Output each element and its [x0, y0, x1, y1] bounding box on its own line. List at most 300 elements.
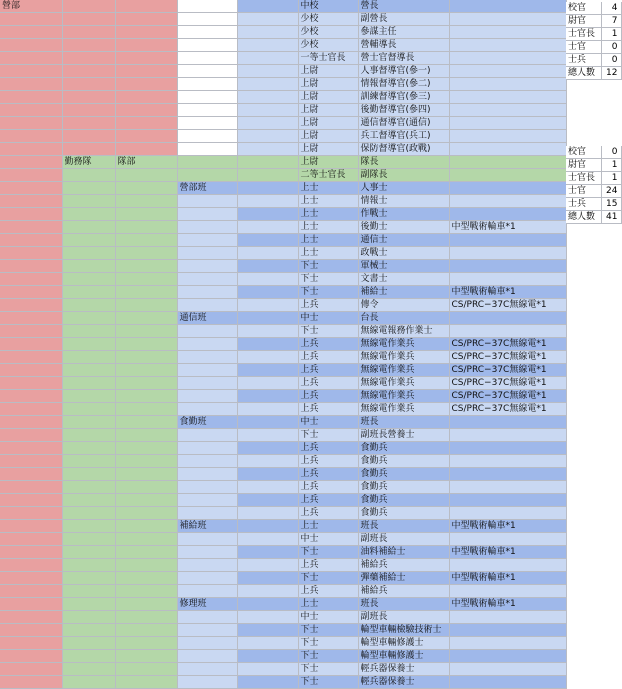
group-cell[interactable] [115, 0, 177, 13]
subunit-cell[interactable] [177, 468, 237, 481]
title-cell[interactable]: 無線電作業兵 [358, 351, 449, 364]
group-cell[interactable] [115, 13, 177, 26]
team-cell[interactable] [62, 442, 115, 455]
title-cell[interactable]: 無線電報務作業士 [358, 325, 449, 338]
subunit-cell[interactable] [177, 78, 237, 91]
spacer-cell[interactable] [237, 494, 298, 507]
title-cell[interactable]: 無線電作業兵 [358, 390, 449, 403]
unit-cell[interactable] [0, 611, 62, 624]
group-cell[interactable] [115, 104, 177, 117]
rank-cell[interactable]: 上士 [298, 182, 358, 195]
rank-cell[interactable]: 二等士官長 [298, 169, 358, 182]
group-cell[interactable] [115, 507, 177, 520]
title-cell[interactable]: 補給士 [358, 286, 449, 299]
team-cell[interactable] [62, 364, 115, 377]
spacer-cell[interactable] [237, 221, 298, 234]
title-cell[interactable]: 軍械士 [358, 260, 449, 273]
group-cell[interactable] [115, 455, 177, 468]
title-cell[interactable]: 班長 [358, 598, 449, 611]
title-cell[interactable]: 人事士 [358, 182, 449, 195]
group-cell[interactable] [115, 312, 177, 325]
equipment-cell[interactable] [449, 65, 566, 78]
team-cell[interactable] [62, 663, 115, 676]
spacer-cell[interactable] [237, 338, 298, 351]
subunit-cell[interactable] [177, 611, 237, 624]
team-cell[interactable] [62, 13, 115, 26]
title-cell[interactable]: 油料補給士 [358, 546, 449, 559]
team-cell[interactable] [62, 598, 115, 611]
unit-cell[interactable] [0, 650, 62, 663]
subunit-cell[interactable] [177, 481, 237, 494]
team-cell[interactable] [62, 377, 115, 390]
unit-cell[interactable] [0, 585, 62, 598]
subunit-cell[interactable] [177, 247, 237, 260]
subunit-cell[interactable] [177, 104, 237, 117]
unit-cell[interactable] [0, 325, 62, 338]
unit-cell[interactable] [0, 130, 62, 143]
rank-cell[interactable]: 少校 [298, 26, 358, 39]
rank-cell[interactable]: 上士 [298, 234, 358, 247]
rank-cell[interactable]: 少校 [298, 13, 358, 26]
group-cell[interactable] [115, 351, 177, 364]
spacer-cell[interactable] [237, 286, 298, 299]
team-cell[interactable] [62, 611, 115, 624]
title-cell[interactable]: 補給兵 [358, 559, 449, 572]
stat-value[interactable]: 0 [601, 41, 621, 54]
group-cell[interactable] [115, 91, 177, 104]
rank-cell[interactable]: 下士 [298, 637, 358, 650]
equipment-cell[interactable]: 中型戰術輪車*1 [449, 221, 566, 234]
title-cell[interactable]: 參謀主任 [358, 26, 449, 39]
rank-cell[interactable]: 上兵 [298, 455, 358, 468]
spacer-cell[interactable] [237, 234, 298, 247]
subunit-cell[interactable] [177, 546, 237, 559]
subunit-cell[interactable]: 營部班 [177, 182, 237, 195]
subunit-cell[interactable] [177, 676, 237, 689]
stat-value[interactable]: 7 [601, 15, 621, 28]
rank-cell[interactable]: 下士 [298, 273, 358, 286]
equipment-cell[interactable] [449, 247, 566, 260]
title-cell[interactable]: 食勤兵 [358, 455, 449, 468]
equipment-cell[interactable]: 中型戰術輪車*1 [449, 520, 566, 533]
equipment-cell[interactable] [449, 156, 566, 169]
unit-cell[interactable] [0, 169, 62, 182]
unit-cell[interactable] [0, 637, 62, 650]
subunit-cell[interactable]: 食勤班 [177, 416, 237, 429]
team-cell[interactable] [62, 0, 115, 13]
unit-cell[interactable] [0, 507, 62, 520]
unit-cell[interactable] [0, 455, 62, 468]
equipment-cell[interactable] [449, 195, 566, 208]
stat-label[interactable]: 士兵 [566, 54, 601, 67]
equipment-cell[interactable] [449, 325, 566, 338]
team-cell[interactable] [62, 585, 115, 598]
equipment-cell[interactable]: CS/PRC−37C無線電*1 [449, 377, 566, 390]
stat-label[interactable]: 士官 [566, 41, 601, 54]
title-cell[interactable]: 副班長 [358, 533, 449, 546]
unit-cell[interactable] [0, 65, 62, 78]
equipment-cell[interactable]: CS/PRC−37C無線電*1 [449, 351, 566, 364]
unit-cell[interactable] [0, 416, 62, 429]
subunit-cell[interactable] [177, 624, 237, 637]
title-cell[interactable]: 人事督導官(參一) [358, 65, 449, 78]
team-cell[interactable] [62, 624, 115, 637]
equipment-cell[interactable] [449, 52, 566, 65]
spacer-cell[interactable] [237, 273, 298, 286]
title-cell[interactable]: 無線電作業兵 [358, 364, 449, 377]
equipment-cell[interactable]: CS/PRC−37C無線電*1 [449, 364, 566, 377]
equipment-cell[interactable] [449, 468, 566, 481]
team-cell[interactable] [62, 325, 115, 338]
equipment-cell[interactable] [449, 429, 566, 442]
team-cell[interactable] [62, 182, 115, 195]
team-cell[interactable] [62, 546, 115, 559]
team-cell[interactable] [62, 195, 115, 208]
title-cell[interactable]: 後勤士 [358, 221, 449, 234]
rank-cell[interactable]: 上兵 [298, 299, 358, 312]
team-cell[interactable] [62, 143, 115, 156]
spacer-cell[interactable] [237, 377, 298, 390]
rank-cell[interactable]: 中士 [298, 312, 358, 325]
rank-cell[interactable]: 上士 [298, 208, 358, 221]
team-cell[interactable] [62, 468, 115, 481]
group-cell[interactable] [115, 676, 177, 689]
spacer-cell[interactable] [237, 507, 298, 520]
unit-cell[interactable] [0, 663, 62, 676]
title-cell[interactable]: 副班長 [358, 611, 449, 624]
rank-cell[interactable]: 上尉 [298, 91, 358, 104]
subunit-cell[interactable] [177, 65, 237, 78]
subunit-cell[interactable] [177, 325, 237, 338]
subunit-cell[interactable] [177, 130, 237, 143]
rank-cell[interactable]: 上兵 [298, 403, 358, 416]
title-cell[interactable]: 食勤兵 [358, 468, 449, 481]
equipment-cell[interactable]: CS/PRC−37C無線電*1 [449, 403, 566, 416]
rank-cell[interactable]: 中校 [298, 0, 358, 13]
title-cell[interactable]: 保防督導官(政戰) [358, 143, 449, 156]
spacer-cell[interactable] [237, 403, 298, 416]
group-cell[interactable] [115, 286, 177, 299]
spacer-cell[interactable] [237, 559, 298, 572]
title-cell[interactable]: 無線電作業兵 [358, 403, 449, 416]
equipment-cell[interactable] [449, 130, 566, 143]
group-cell[interactable] [115, 247, 177, 260]
title-cell[interactable]: 食勤兵 [358, 481, 449, 494]
spacer-cell[interactable] [237, 624, 298, 637]
rank-cell[interactable]: 上兵 [298, 377, 358, 390]
rank-cell[interactable]: 下士 [298, 663, 358, 676]
spacer-cell[interactable] [237, 13, 298, 26]
title-cell[interactable]: 營士官督導長 [358, 52, 449, 65]
team-cell[interactable] [62, 247, 115, 260]
subunit-cell[interactable] [177, 429, 237, 442]
unit-cell[interactable] [0, 598, 62, 611]
stat-value[interactable]: 0 [601, 146, 621, 159]
equipment-cell[interactable] [449, 260, 566, 273]
subunit-cell[interactable] [177, 195, 237, 208]
rank-cell[interactable]: 上尉 [298, 104, 358, 117]
group-cell[interactable] [115, 195, 177, 208]
stat-label[interactable]: 士兵 [566, 198, 601, 211]
title-cell[interactable]: 情報士 [358, 195, 449, 208]
unit-cell[interactable] [0, 624, 62, 637]
spacer-cell[interactable] [237, 650, 298, 663]
rank-cell[interactable]: 上兵 [298, 494, 358, 507]
team-cell[interactable] [62, 390, 115, 403]
group-cell[interactable] [115, 637, 177, 650]
spacer-cell[interactable] [237, 455, 298, 468]
subunit-cell[interactable] [177, 39, 237, 52]
rank-cell[interactable]: 上兵 [298, 364, 358, 377]
subunit-cell[interactable] [177, 156, 237, 169]
unit-cell[interactable] [0, 156, 62, 169]
group-cell[interactable] [115, 117, 177, 130]
group-cell[interactable] [115, 52, 177, 65]
subunit-cell[interactable] [177, 338, 237, 351]
spacer-cell[interactable] [237, 520, 298, 533]
rank-cell[interactable]: 上尉 [298, 117, 358, 130]
rank-cell[interactable]: 下士 [298, 572, 358, 585]
unit-cell[interactable] [0, 26, 62, 39]
equipment-cell[interactable] [449, 481, 566, 494]
group-cell[interactable] [115, 130, 177, 143]
spacer-cell[interactable] [237, 546, 298, 559]
team-cell[interactable] [62, 273, 115, 286]
unit-cell[interactable] [0, 390, 62, 403]
stat-value[interactable]: 12 [601, 67, 621, 80]
group-cell[interactable] [115, 364, 177, 377]
subunit-cell[interactable] [177, 494, 237, 507]
title-cell[interactable]: 食勤兵 [358, 494, 449, 507]
stat-value[interactable]: 4 [601, 2, 621, 15]
equipment-cell[interactable]: 中型戰術輪車*1 [449, 286, 566, 299]
subunit-cell[interactable] [177, 572, 237, 585]
subunit-cell[interactable] [177, 663, 237, 676]
unit-cell[interactable] [0, 208, 62, 221]
spacer-cell[interactable] [237, 39, 298, 52]
stat-value[interactable]: 0 [601, 54, 621, 67]
team-cell[interactable]: 勤務隊 [62, 156, 115, 169]
rank-cell[interactable]: 下士 [298, 624, 358, 637]
equipment-cell[interactable] [449, 559, 566, 572]
equipment-cell[interactable]: CS/PRC−37C無線電*1 [449, 299, 566, 312]
subunit-cell[interactable] [177, 585, 237, 598]
spacer-cell[interactable] [237, 78, 298, 91]
stat-value[interactable]: 24 [601, 185, 621, 198]
spacer-cell[interactable] [237, 208, 298, 221]
group-cell[interactable] [115, 416, 177, 429]
unit-cell[interactable]: 營部 [0, 0, 62, 13]
equipment-cell[interactable] [449, 117, 566, 130]
equipment-cell[interactable] [449, 676, 566, 689]
team-cell[interactable] [62, 481, 115, 494]
unit-cell[interactable] [0, 91, 62, 104]
team-cell[interactable] [62, 234, 115, 247]
group-cell[interactable] [115, 39, 177, 52]
team-cell[interactable] [62, 520, 115, 533]
equipment-cell[interactable] [449, 26, 566, 39]
equipment-cell[interactable]: CS/PRC−37C無線電*1 [449, 390, 566, 403]
team-cell[interactable] [62, 650, 115, 663]
group-cell[interactable] [115, 221, 177, 234]
subunit-cell[interactable] [177, 143, 237, 156]
unit-cell[interactable] [0, 221, 62, 234]
team-cell[interactable] [62, 169, 115, 182]
rank-cell[interactable]: 下士 [298, 429, 358, 442]
spacer-cell[interactable] [237, 91, 298, 104]
title-cell[interactable]: 台長 [358, 312, 449, 325]
title-cell[interactable]: 政戰士 [358, 247, 449, 260]
title-cell[interactable]: 訓練督導官(參三) [358, 91, 449, 104]
stat-value[interactable]: 1 [601, 159, 621, 172]
group-cell[interactable]: 隊部 [115, 156, 177, 169]
rank-cell[interactable]: 上兵 [298, 468, 358, 481]
spacer-cell[interactable] [237, 585, 298, 598]
unit-cell[interactable] [0, 364, 62, 377]
spacer-cell[interactable] [237, 156, 298, 169]
equipment-cell[interactable] [449, 0, 566, 13]
title-cell[interactable]: 班長 [358, 520, 449, 533]
team-cell[interactable] [62, 494, 115, 507]
unit-cell[interactable] [0, 429, 62, 442]
team-cell[interactable] [62, 338, 115, 351]
equipment-cell[interactable] [449, 624, 566, 637]
title-cell[interactable]: 文書士 [358, 273, 449, 286]
spacer-cell[interactable] [237, 260, 298, 273]
group-cell[interactable] [115, 169, 177, 182]
equipment-cell[interactable] [449, 533, 566, 546]
stat-value[interactable]: 1 [601, 28, 621, 41]
spacer-cell[interactable] [237, 429, 298, 442]
group-cell[interactable] [115, 65, 177, 78]
stat-label[interactable]: 士官長 [566, 28, 601, 41]
unit-cell[interactable] [0, 572, 62, 585]
stat-value[interactable]: 1 [601, 172, 621, 185]
rank-cell[interactable]: 下士 [298, 260, 358, 273]
title-cell[interactable]: 彈藥補給士 [358, 572, 449, 585]
subunit-cell[interactable] [177, 637, 237, 650]
subunit-cell[interactable] [177, 442, 237, 455]
equipment-cell[interactable] [449, 39, 566, 52]
subunit-cell[interactable] [177, 13, 237, 26]
team-cell[interactable] [62, 559, 115, 572]
team-cell[interactable] [62, 39, 115, 52]
spacer-cell[interactable] [237, 351, 298, 364]
subunit-cell[interactable] [177, 208, 237, 221]
unit-cell[interactable] [0, 299, 62, 312]
unit-cell[interactable] [0, 117, 62, 130]
title-cell[interactable]: 食勤兵 [358, 442, 449, 455]
stat-label[interactable]: 尉官 [566, 15, 601, 28]
subunit-cell[interactable] [177, 286, 237, 299]
subunit-cell[interactable] [177, 299, 237, 312]
team-cell[interactable] [62, 572, 115, 585]
unit-cell[interactable] [0, 351, 62, 364]
rank-cell[interactable]: 下士 [298, 546, 358, 559]
group-cell[interactable] [115, 338, 177, 351]
spacer-cell[interactable] [237, 169, 298, 182]
title-cell[interactable]: 副隊長 [358, 169, 449, 182]
equipment-cell[interactable] [449, 650, 566, 663]
spacer-cell[interactable] [237, 312, 298, 325]
unit-cell[interactable] [0, 377, 62, 390]
equipment-cell[interactable] [449, 78, 566, 91]
equipment-cell[interactable] [449, 442, 566, 455]
group-cell[interactable] [115, 585, 177, 598]
unit-cell[interactable] [0, 52, 62, 65]
stat-value[interactable]: 15 [601, 198, 621, 211]
subunit-cell[interactable] [177, 52, 237, 65]
spacer-cell[interactable] [237, 676, 298, 689]
equipment-cell[interactable]: 中型戰術輪車*1 [449, 572, 566, 585]
equipment-cell[interactable] [449, 13, 566, 26]
unit-cell[interactable] [0, 533, 62, 546]
rank-cell[interactable]: 上尉 [298, 78, 358, 91]
unit-cell[interactable] [0, 312, 62, 325]
group-cell[interactable] [115, 598, 177, 611]
group-cell[interactable] [115, 260, 177, 273]
team-cell[interactable] [62, 676, 115, 689]
spacer-cell[interactable] [237, 0, 298, 13]
spacer-cell[interactable] [237, 533, 298, 546]
rank-cell[interactable]: 上兵 [298, 338, 358, 351]
rank-cell[interactable]: 上兵 [298, 390, 358, 403]
team-cell[interactable] [62, 533, 115, 546]
rank-cell[interactable]: 中士 [298, 611, 358, 624]
group-cell[interactable] [115, 390, 177, 403]
equipment-cell[interactable]: CS/PRC−37C無線電*1 [449, 338, 566, 351]
group-cell[interactable] [115, 143, 177, 156]
group-cell[interactable] [115, 494, 177, 507]
team-cell[interactable] [62, 637, 115, 650]
stat-label[interactable]: 尉官 [566, 159, 601, 172]
team-cell[interactable] [62, 208, 115, 221]
team-cell[interactable] [62, 221, 115, 234]
rank-cell[interactable]: 上尉 [298, 65, 358, 78]
stat-label[interactable]: 總人數 [566, 67, 601, 80]
group-cell[interactable] [115, 429, 177, 442]
equipment-cell[interactable] [449, 91, 566, 104]
equipment-cell[interactable] [449, 637, 566, 650]
spacer-cell[interactable] [237, 481, 298, 494]
title-cell[interactable]: 輪型車輛修護士 [358, 650, 449, 663]
subunit-cell[interactable] [177, 364, 237, 377]
spacer-cell[interactable] [237, 663, 298, 676]
unit-cell[interactable] [0, 403, 62, 416]
title-cell[interactable]: 副營長 [358, 13, 449, 26]
title-cell[interactable]: 食勤兵 [358, 507, 449, 520]
rank-cell[interactable]: 上尉 [298, 156, 358, 169]
equipment-cell[interactable] [449, 663, 566, 676]
title-cell[interactable]: 輪型車輛修護士 [358, 637, 449, 650]
title-cell[interactable]: 通信士 [358, 234, 449, 247]
unit-cell[interactable] [0, 260, 62, 273]
spacer-cell[interactable] [237, 299, 298, 312]
rank-cell[interactable]: 下士 [298, 325, 358, 338]
title-cell[interactable]: 作戰士 [358, 208, 449, 221]
team-cell[interactable] [62, 403, 115, 416]
unit-cell[interactable] [0, 78, 62, 91]
team-cell[interactable] [62, 91, 115, 104]
subunit-cell[interactable] [177, 559, 237, 572]
equipment-cell[interactable] [449, 182, 566, 195]
subunit-cell[interactable] [177, 455, 237, 468]
title-cell[interactable]: 情報督導官(參二) [358, 78, 449, 91]
group-cell[interactable] [115, 468, 177, 481]
spacer-cell[interactable] [237, 611, 298, 624]
subunit-cell[interactable] [177, 533, 237, 546]
unit-cell[interactable] [0, 494, 62, 507]
